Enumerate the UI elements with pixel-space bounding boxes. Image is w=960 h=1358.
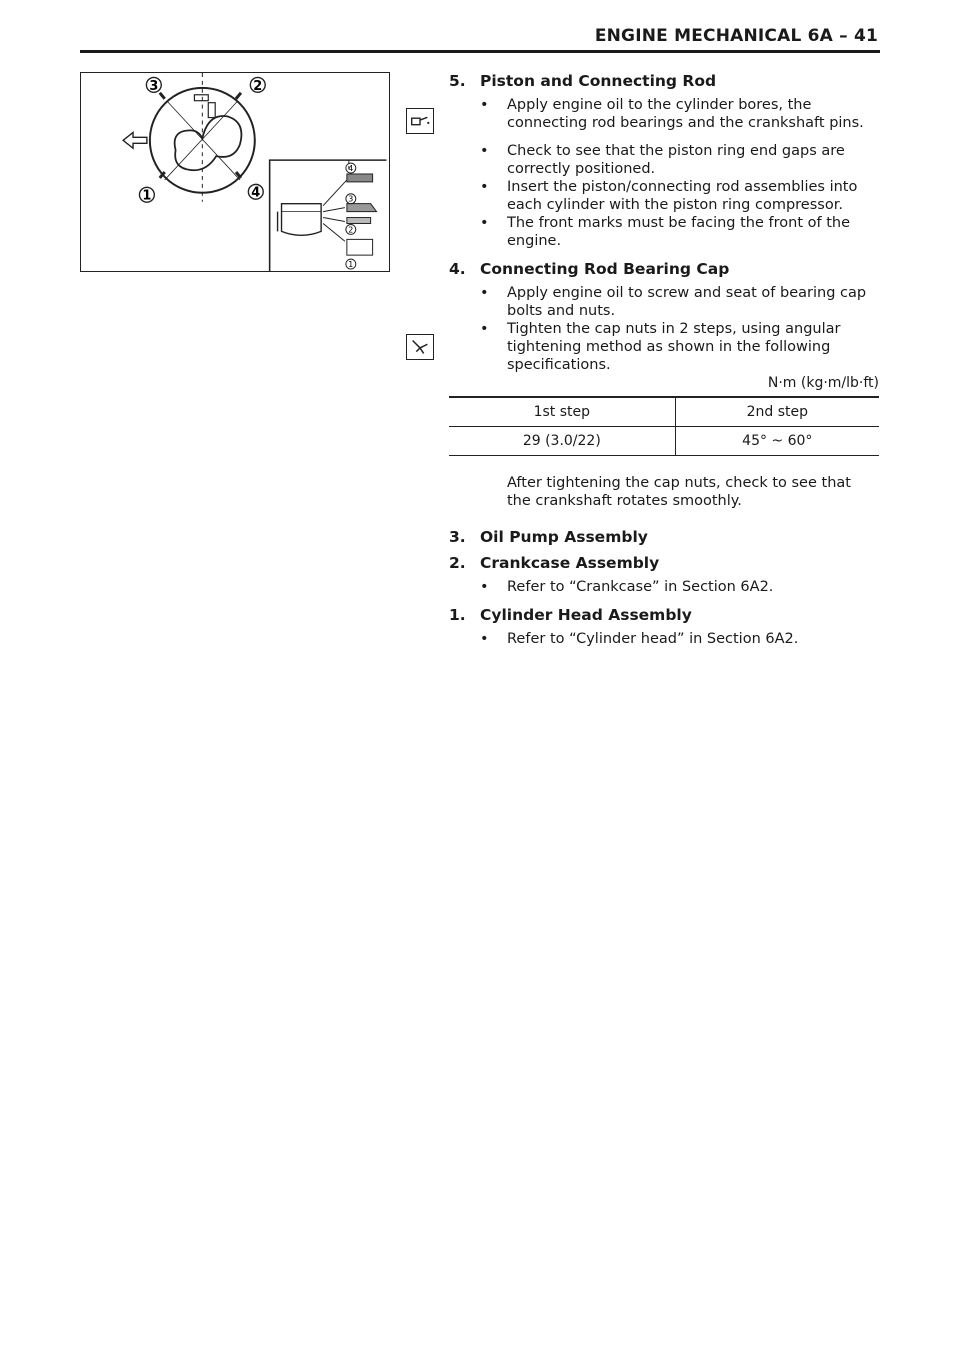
figure-label-1: 1 [142,188,152,204]
figure-label-4: 4 [251,185,261,201]
header-rule [80,50,880,53]
list-item: • Tighten the cap nuts in 2 steps, using angular tightening method as shown in the following specifications. [480,321,841,373]
torque-unit: N·m (kg·m/lb·ft) [767,375,879,391]
list-item: • Apply engine oil to the cylinder bores, the connecting rod bearings and the crankshaft pins. [480,97,864,131]
list-item: • Check to see that the piston ring end gaps are correctly positioned. [480,143,845,177]
table-cell-2nd-step: 45° ~ 60° [675,427,879,456]
ring-label-2: 2 [348,225,354,235]
table-header-2nd-step: 2nd step [675,397,879,427]
figure-label-2: 2 [253,78,263,94]
ring-label-4: 4 [348,164,354,174]
section-5-bullets [449,96,879,250]
section-2-bullets [449,578,879,596]
page-title: ENGINE MECHANICAL 6A – 41 [594,26,878,46]
after-tightening-note: After tightening the cap nuts, check to see that the crankshaft rotates smoothly. [507,475,851,509]
section-1-title: 1. Cylinder Head Assembly [449,606,692,624]
table-header-row [449,397,879,427]
piston-ring-gap-figure [80,72,390,272]
list-item: • Apply engine oil to screw and seat of bearing cap bolts and nuts. [480,285,867,319]
section-4-bullets [449,284,879,374]
table-row [449,427,879,456]
list-item: • Refer to “Cylinder head” in Section 6A2. [480,631,799,647]
figure-label-3: 3 [149,78,159,94]
list-item: • The front marks must be facing the front of the engine. [480,215,850,249]
torque-wrench-icon [406,334,434,360]
ring-label-1: 1 [348,260,354,270]
section-2-title: 2. Crankcase Assembly [449,554,660,572]
oil-can-icon [406,108,434,134]
procedure-content [449,72,879,648]
section-4-title: 4. Connecting Rod Bearing Cap [449,260,730,278]
table-cell-1st-step: 29 (3.0/22) [449,427,675,456]
section-1-bullets [449,630,879,648]
list-item: • Insert the piston/connecting rod assemblies into each cylinder with the piston ring compressor. [480,179,858,213]
section-3-title: 3. Oil Pump Assembly [449,528,648,546]
section-5-title: 5. Piston and Connecting Rod [449,72,717,90]
ring-label-3: 3 [348,194,354,204]
list-item: • Refer to “Crankcase” in Section 6A2. [480,579,774,595]
piston-diagram [81,73,389,271]
table-header-1st-step: 1st step [449,397,675,427]
torque-spec-table [449,396,879,456]
